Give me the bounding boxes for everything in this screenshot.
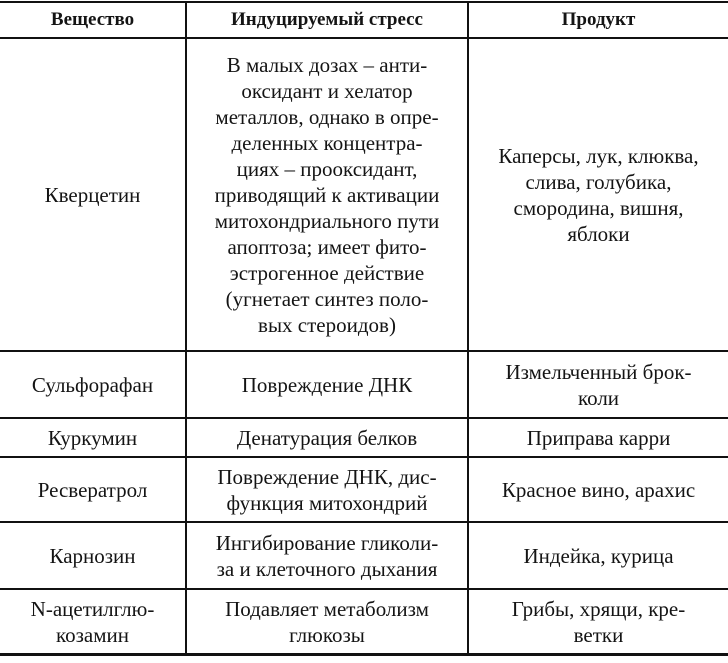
cell-stress: В малых дозах – анти- оксидант и хелатор металлов, однако в опре- деленных концентра- циях – прооксидант, приводящий к активации митохондриального пути апоптоза; имеет фито- эстрогенное действие (угнетает синтез поло- вых стероидов) [186,38,468,351]
cell-substance: Сульфорафан [0,351,186,418]
cell-product: Грибы, хрящи, кре- ветки [468,589,728,655]
cell-stress: Повреждение ДНК, дис- функция митохондрий [186,457,468,522]
table-row [0,589,728,655]
table-row [0,418,728,457]
header-product: Продукт [468,2,728,38]
header-substance: Вещество [0,2,186,38]
table-header-row [0,2,728,38]
cell-stress: Подавляет метаболизм глюкозы [186,589,468,655]
cell-product: Каперсы, лук, клюква, слива, голубика, смородина, вишня, яблоки [468,38,728,351]
table-row [0,38,728,351]
cell-substance: Карнозин [0,522,186,589]
cell-substance: N-ацетилглю- козамин [0,589,186,655]
cell-product: Измельченный брок- коли [468,351,728,418]
cell-substance: Кверцетин [0,38,186,351]
cell-stress: Повреждение ДНК [186,351,468,418]
cell-substance: Куркумин [0,418,186,457]
table-row [0,457,728,522]
header-induced-stress: Индуцируемый стресс [186,2,468,38]
table-row [0,522,728,589]
cell-product: Красное вино, арахис [468,457,728,522]
cell-product: Индейка, курица [468,522,728,589]
cell-stress: Ингибирование гликоли- за и клеточного дыхания [186,522,468,589]
substances-table [0,1,728,656]
cell-product: Приправа карри [468,418,728,457]
table-row [0,351,728,418]
cell-substance: Ресвератрол [0,457,186,522]
cell-stress: Денатурация белков [186,418,468,457]
